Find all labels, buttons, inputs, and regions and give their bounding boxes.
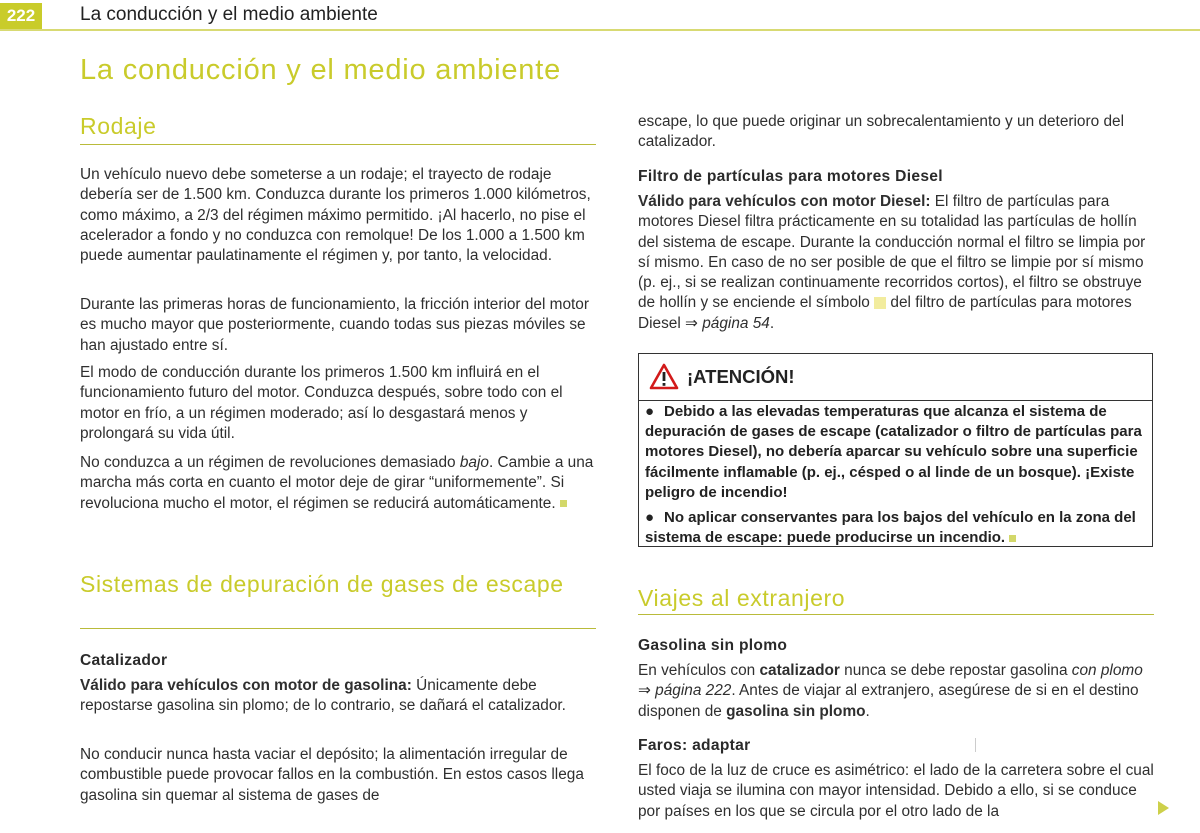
running-title: La conducción y el medio ambiente [80, 4, 378, 25]
warning-item: ● No aplicar conservantes para los bajos del vehículo en la zona del sistema de escape: puede producirse un incendio. [645, 509, 1136, 547]
subhead-filtro-particulas: Filtro de partículas para motores Diesel [638, 168, 943, 185]
warning-title: ¡ATENCIÓN! [687, 366, 795, 387]
warning-box [638, 353, 1153, 547]
paragraph: escape, lo que puede originar un sobrecalentamiento y un deterioro del catalizador. [638, 113, 1124, 151]
particle-filter-symbol-icon [874, 297, 886, 309]
paragraph: El foco de la luz de cruce es asimétrico: el lado de la carretera sobre el cual usted viaja se ilumina con mayor intensidad. Debido a ello, si se conduce por países en los que se circula por el otro lado de la [638, 762, 1154, 820]
section-title-rodaje: Rodaje [80, 113, 157, 139]
paragraph: Durante las primeras horas de funcionamiento, la fricción interior del motor es mucho mayor que posteriormente, cuando todas sus piezas móviles se han ajustado entre sí. [80, 296, 589, 354]
subhead-faros: Faros: adaptar [638, 737, 751, 754]
warning-triangle-icon [649, 363, 679, 390]
section-rule [80, 144, 596, 145]
paragraph: Válido para vehículos con motor Diesel: El filtro de partículas para motores Diesel filtra prácticamente en su totalidad las partículas de hollín del sistema de escape. Durante la conducción normal el filtro se limpia por sí mismo. En caso de no ser posible de que el filtro se limpie por sí mismo (p. ej., si se realizan continuamente recorridos cortos), el filtro se obstruye de hollín y se enciende el símbolo del filtro de partículas para motores Diesel ⇒ página 54. [638, 193, 1146, 332]
end-of-section-marker [1009, 535, 1016, 542]
warning-header [639, 354, 1152, 401]
subhead-catalizador: Catalizador [80, 652, 168, 669]
header-rule [0, 29, 1200, 31]
paragraph: En vehículos con catalizador nunca se debe repostar gasolina con plomo ⇒ página 222. Antes de viajar al extranjero, asegúrese de si en el destino disponen de gasolina sin plomo. [638, 662, 1143, 720]
scan-artifact [975, 738, 976, 752]
section-title-depuracion: Sistemas de depuración de gases de escape [80, 571, 564, 597]
warning-item: ● Debido a las elevadas temperaturas que alcanza el sistema de depuración de gases de escape (catalizador o filtro de partículas para motores Diesel), no debería aparcar su vehículo sobre una superficie fácilmente inflamable (p. ej., césped o al linde de un bosque). ¡Existe peligro de incendio! [645, 403, 1142, 501]
page-number: 222 [0, 3, 42, 29]
continue-arrow-icon [1158, 801, 1169, 815]
paragraph: No conducir nunca hasta vaciar el depósito; la alimentación irregular de combustible puede provocar fallos en la combustión. En estos casos llega gasolina sin quemar al sistema de gases de [80, 746, 584, 804]
section-title-viajes: Viajes al extranjero [638, 585, 846, 611]
paragraph: No conduzca a un régimen de revoluciones demasiado bajo. Cambie a una marcha más corta en cuanto el motor deje de girar “uniformemente”. Si revoluciona mucho el motor, el régimen se reducirá automáticamente. [80, 454, 594, 512]
subhead-gasolina: Gasolina sin plomo [638, 637, 788, 654]
paragraph: Un vehículo nuevo debe someterse a un rodaje; el trayecto de rodaje debería ser de 1.500 km. Conduzca durante los primeros 1.000 kilómetros, como máximo, a 2/3 del régimen máximo permitido. ¡Al hacerlo, no pise el acelerador a fondo y no conduzca con remolque! De los 1.000 a 1.500 km puede aumentar paulatinamente el régimen y, por tanto, la velocidad. [80, 166, 591, 265]
paragraph: Válido para vehículos con motor de gasolina: Únicamente debe repostarse gasolina sin plomo; de lo contrario, se dañará el catalizador. [80, 677, 566, 715]
chapter-title: La conducción y el medio ambiente [80, 54, 562, 86]
end-of-section-marker [560, 500, 567, 507]
paragraph: El modo de conducción durante los primeros 1.500 km influirá en el funcionamiento futuro del motor. Conduzca después, sobre todo con el motor en frío, a un régimen moderado; así lo desgastará menos y prolongará su vida útil. [80, 364, 563, 442]
section-rule [638, 614, 1154, 615]
section-rule [80, 628, 596, 629]
